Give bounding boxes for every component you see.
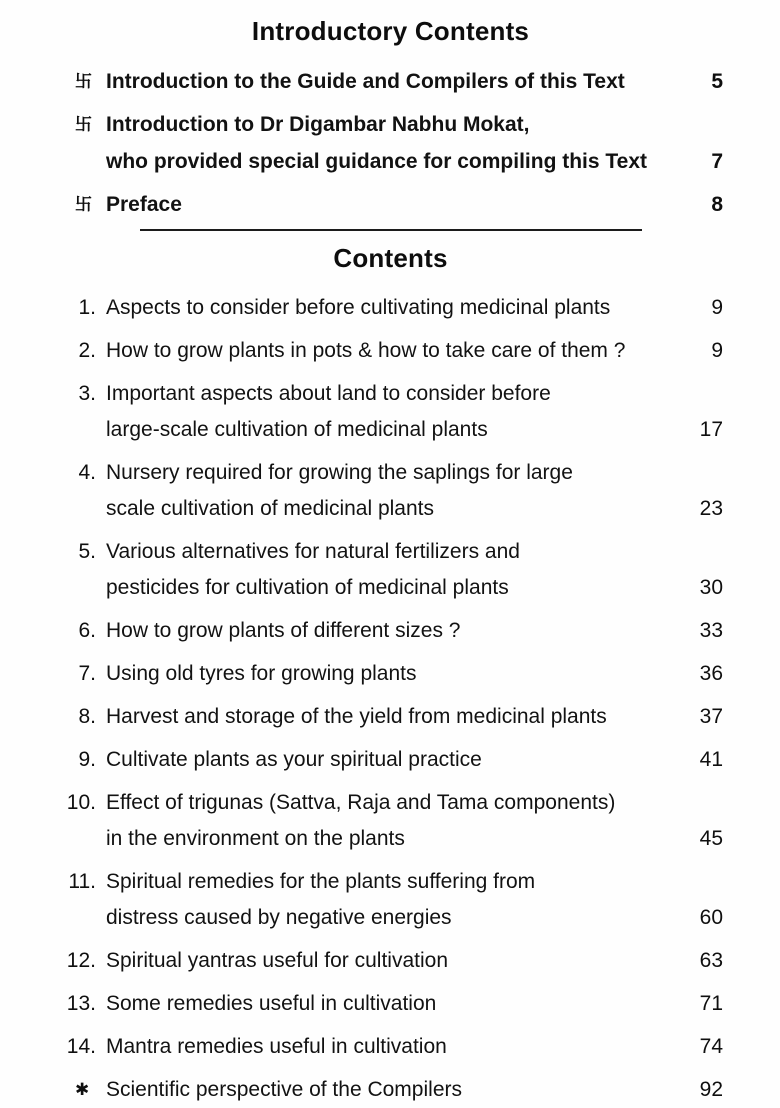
contents-item: [58, 699, 723, 735]
toc-entry-text: [106, 785, 692, 857]
toc-entry-line: Spiritual yantras useful for cultivation: [106, 949, 448, 972]
toc-entry-text: [106, 1072, 692, 1108]
toc-page-number: 23: [699, 497, 723, 520]
introductory-contents-title: Introductory Contents: [251, 16, 530, 46]
toc-item-number: 14.: [66, 1035, 96, 1058]
toc-item-number: 10.: [66, 791, 96, 814]
toc-entry-text: [106, 333, 703, 369]
toc-entry-line: Nursery required for growing the saplings for large: [106, 461, 573, 484]
introductory-contents-list: [58, 63, 723, 223]
toc-page-number: 45: [699, 827, 723, 850]
toc-entry-line: Various alternatives for natural fertilizers and: [106, 540, 520, 563]
toc-entry-text: [106, 106, 703, 180]
toc-page-number: 92: [699, 1078, 723, 1101]
contents-item: [58, 376, 723, 448]
toc-entry-line: Spiritual remedies for the plants suffering from: [106, 870, 536, 893]
toc-entry-text: [106, 742, 692, 778]
toc-page-number: 9: [711, 296, 723, 319]
toc-item-number: 5.: [78, 540, 96, 563]
toc-entry-line: Scientific perspective of the Compilers: [106, 1078, 462, 1101]
contents-item: [58, 986, 723, 1022]
contents-item: [58, 943, 723, 979]
toc-entry-text: [106, 656, 692, 692]
toc-entry-line: large-scale cultivation of medicinal plants: [106, 418, 488, 441]
toc-entry-line: Effect of trigunas (Sattva, Raja and Tama components): [106, 791, 616, 814]
contents-item: [58, 333, 723, 369]
intro-contents-item: [58, 106, 723, 180]
contents-item: [58, 455, 723, 527]
toc-page-number: 5: [711, 70, 723, 93]
toc-item-number: 8.: [78, 705, 96, 728]
toc-page-number: 30: [699, 576, 723, 599]
toc-entry-text: [106, 534, 692, 606]
swastika-bullet-icon: 卐: [75, 115, 92, 134]
contents-title: Contents: [333, 243, 448, 273]
intro-contents-item: [58, 63, 723, 100]
toc-entry-line: How to grow plants of different sizes ?: [106, 619, 461, 642]
contents-item: [58, 1029, 723, 1065]
toc-entry-text: [106, 864, 692, 936]
toc-entry-line: How to grow plants in pots & how to take care of them ?: [106, 339, 626, 362]
toc-entry-line: Important aspects about land to consider before: [106, 382, 551, 405]
toc-page-number: 63: [699, 949, 723, 972]
section-divider: [140, 229, 642, 231]
toc-entry-text: [106, 943, 692, 979]
toc-entry-text: [106, 699, 692, 735]
toc-entry-line: Introduction to Dr Digambar Nabhu Mokat,: [106, 113, 530, 136]
toc-item-number: 3.: [78, 382, 96, 405]
contents-item: [58, 742, 723, 778]
toc-entry-text: [106, 455, 692, 527]
toc-entry-line: scale cultivation of medicinal plants: [106, 497, 435, 520]
toc-entry-text: [106, 376, 692, 448]
toc-entry-text: [106, 986, 692, 1022]
toc-entry-line: in the environment on the plants: [106, 827, 405, 850]
toc-page-number: 36: [699, 662, 723, 685]
toc-entry-text: [106, 63, 703, 100]
toc-item-number: 9.: [78, 748, 96, 771]
toc-page-number: 9: [711, 339, 723, 362]
toc-item-number: 2.: [78, 339, 96, 362]
toc-item-number: 12.: [66, 949, 96, 972]
toc-entry-text: [106, 1029, 692, 1065]
toc-entry-line: Some remedies useful in cultivation: [106, 992, 437, 1015]
contents-item: [58, 656, 723, 692]
toc-entry-line: distress caused by negative energies: [106, 906, 452, 929]
toc-item-number: 7.: [78, 662, 96, 685]
toc-page-number: 60: [699, 906, 723, 929]
contents-item: [58, 613, 723, 649]
toc-page-number: 74: [699, 1035, 723, 1058]
toc-entry-text: [106, 613, 692, 649]
toc-page-number: 37: [699, 705, 723, 728]
toc-page-number: 8: [711, 193, 723, 216]
toc-page-number: 41: [699, 748, 723, 771]
contents-item: [58, 785, 723, 857]
toc-entry-text: [106, 186, 703, 223]
toc-entry-line: Using old tyres for growing plants: [106, 662, 417, 685]
swastika-bullet-icon: 卐: [75, 195, 92, 214]
toc-item-number: 13.: [66, 992, 96, 1015]
toc-entry-line: Mantra remedies useful in cultivation: [106, 1035, 447, 1058]
toc-entry-line: Introduction to the Guide and Compilers of this Text: [106, 70, 625, 93]
toc-page-number: 17: [699, 418, 723, 441]
toc-entry-line: Harvest and storage of the yield from medicinal plants: [106, 705, 607, 728]
contents-item: [58, 864, 723, 936]
toc-item-number: 4.: [78, 461, 96, 484]
contents-item: [58, 1072, 723, 1108]
toc-page-number: 7: [711, 150, 723, 173]
toc-entry-line: who provided special guidance for compiling this Text: [106, 150, 648, 173]
intro-contents-item: [58, 186, 723, 223]
contents-list: [58, 290, 723, 1108]
toc-entry-text: [106, 290, 703, 326]
toc-page-number: 33: [699, 619, 723, 642]
toc-page-number: 71: [699, 992, 723, 1015]
toc-entry-line: Preface: [106, 193, 182, 216]
toc-entry-line: Aspects to consider before cultivating medicinal plants: [106, 296, 611, 319]
toc-item-number: 6.: [78, 619, 96, 642]
toc-entry-line: pesticides for cultivation of medicinal plants: [106, 576, 509, 599]
flower-bullet-icon: ✱: [75, 1080, 90, 1099]
contents-item: [58, 534, 723, 606]
toc-item-number: 1.: [78, 296, 96, 319]
toc-entry-line: Cultivate plants as your spiritual practice: [106, 748, 482, 771]
toc-item-number: 11.: [68, 870, 96, 893]
swastika-bullet-icon: 卐: [75, 72, 92, 91]
contents-item: [58, 290, 723, 326]
